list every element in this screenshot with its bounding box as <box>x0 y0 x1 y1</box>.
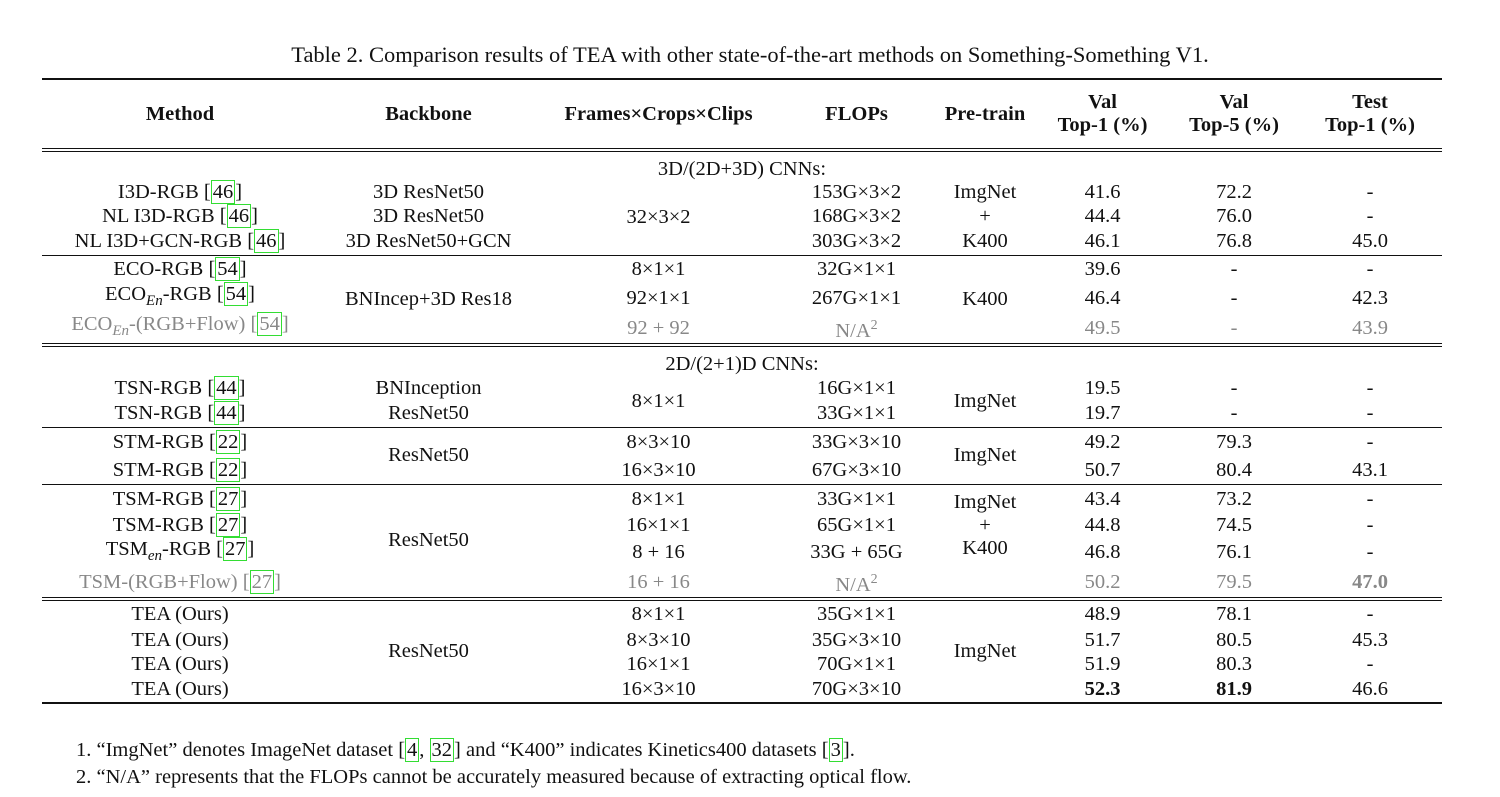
col-val-top1: Val Top-1 (%) <box>1057 91 1148 136</box>
val-top5-cell: - <box>1230 401 1238 424</box>
val-top5-cell: 76.0 <box>1216 205 1252 228</box>
note-1: 1. “ImgNet” denotes ImageNet dataset [4, 32] and “K400” indicates Kinetics400 datasets [3]. <box>76 739 855 761</box>
flops-cell: 33G×3×10 <box>811 430 902 453</box>
method-cell: TEA (Ours) <box>131 652 229 675</box>
test-top1-cell: - <box>1366 514 1374 537</box>
section-header-row <box>42 150 1442 181</box>
val-top5-cell: 79.5 <box>1216 570 1252 593</box>
val-top5-cell: 76.8 <box>1216 230 1252 253</box>
backbone-cell: ResNet50 <box>388 529 469 552</box>
test-top1-cell: 42.3 <box>1352 286 1388 309</box>
val-top1-cell: 50.2 <box>1084 570 1121 593</box>
method-cell: TEA (Ours) <box>131 629 229 652</box>
val-top5-cell: - <box>1230 286 1238 309</box>
table-row <box>42 376 1442 400</box>
val-top1-cell: 49.2 <box>1084 430 1121 453</box>
val-top5-cell: 73.2 <box>1216 487 1252 510</box>
table-row <box>42 514 1442 538</box>
table-row <box>42 484 1442 514</box>
test-top1-cell: - <box>1366 430 1374 453</box>
fcc-cell: 8×3×10 <box>626 430 691 453</box>
method-cell: TSN-RGB [44] <box>114 376 246 399</box>
table-row <box>42 283 1442 313</box>
fcc-cell: 8×1×1 <box>631 487 686 510</box>
method-cell: TSM-RGB [27] <box>112 487 248 510</box>
val-top1-cell: 44.8 <box>1084 514 1121 537</box>
val-top5-cell: 72.2 <box>1216 181 1252 204</box>
method-cell: ECO-RGB [54] <box>113 258 247 281</box>
test-top1-cell: 46.6 <box>1352 677 1388 700</box>
flops-cell: 32G×1×1 <box>817 258 896 281</box>
flops-cell: 33G×1×1 <box>817 401 896 424</box>
test-top1-cell: - <box>1366 205 1374 228</box>
col-flops: FLOPs <box>825 102 888 125</box>
table-row <box>42 313 1442 345</box>
test-top1-cell: - <box>1366 603 1374 626</box>
header-row <box>42 79 1442 150</box>
table-row <box>42 599 1442 629</box>
backbone-cell: ResNet50 <box>388 401 469 424</box>
flops-cell: 35G×1×1 <box>817 603 896 626</box>
method-cell: TEA (Ours) <box>131 677 229 700</box>
method-cell: $ECO_{En}-(RGB+Flow)$ [54] <box>71 313 289 340</box>
fcc-cell: 8×1×1 <box>631 603 686 626</box>
section-3d-label: 3D/(2D+3D) CNNs: <box>657 158 827 180</box>
table-row <box>42 629 1442 653</box>
test-top1-cell: - <box>1366 181 1374 204</box>
val-top5-cell: - <box>1230 376 1238 399</box>
method-cell: TEA (Ours) <box>131 603 229 626</box>
table-row <box>42 427 1442 457</box>
pretrain-cell: ImgNet <box>953 389 1017 412</box>
section-header-row <box>42 345 1442 376</box>
test-top1-cell: - <box>1366 541 1374 564</box>
table-row <box>42 652 1442 676</box>
val-top1-cell: 48.9 <box>1084 603 1121 626</box>
backbone-cell: ResNet50 <box>388 639 469 662</box>
comparison-table <box>42 78 1442 704</box>
flops-cell: 303G×3×2 <box>811 230 902 253</box>
fcc-cell: 16×3×10 <box>621 677 696 700</box>
val-top1-cell: 49.5 <box>1084 316 1121 339</box>
pretrain-cell: K400 <box>962 288 1008 311</box>
method-cell: $TSM_{en}$-RGB [27] <box>105 537 255 564</box>
note-2: 2. “N/A” represents that the FLOPs cannot be accurately measured because of extracting optical flow. <box>76 766 912 788</box>
method-cell: I3D-RGB [46] <box>117 181 243 204</box>
fcc-cell: 92×1×1 <box>626 286 691 309</box>
val-top1-cell: 46.4 <box>1084 286 1121 309</box>
val-top1-cell: 46.8 <box>1084 541 1121 564</box>
method-cell: TSN-RGB [44] <box>114 401 246 424</box>
pretrain-cell: ImgNet <box>953 181 1017 204</box>
pretrain-cell: K400 <box>962 230 1008 253</box>
col-frames-crops-clips: Frames×Crops×Clips <box>564 102 753 125</box>
pretrain-cell: ImgNet <box>953 444 1017 467</box>
val-top1-cell: 43.4 <box>1084 487 1121 510</box>
method-cell: STM-RGB [22] <box>112 430 248 453</box>
table-row <box>42 255 1442 283</box>
flops-cell: 267G×1×1 <box>811 286 902 309</box>
val-top5-cell: 81.9 <box>1216 677 1252 700</box>
method-cell: NL I3D+GCN-RGB [46] <box>74 230 286 253</box>
backbone-cell: 3D ResNet50 <box>372 205 485 228</box>
flops-cell: $N/A^2$ <box>835 317 878 342</box>
table-row <box>42 181 1442 205</box>
col-val-top5: Val Top-5 (%) <box>1189 91 1279 136</box>
val-top1-cell: 50.7 <box>1084 458 1121 481</box>
test-top1-cell: - <box>1366 376 1374 399</box>
val-top1-cell: 39.6 <box>1084 258 1121 281</box>
val-top1-cell: 46.1 <box>1084 230 1121 253</box>
val-top5-cell: 80.5 <box>1216 629 1252 652</box>
test-top1-cell: 47.0 <box>1352 570 1388 593</box>
flops-cell: 33G + 65G <box>810 541 903 564</box>
fcc-cell: 92 + 92 <box>627 316 690 339</box>
test-top1-cell: - <box>1366 652 1374 675</box>
fcc-cell: 8 + 16 <box>632 541 685 564</box>
flops-cell: 16G×1×1 <box>817 376 896 399</box>
flops-cell: 168G×3×2 <box>811 205 902 228</box>
method-cell: NL I3D-RGB [46] <box>102 205 258 228</box>
test-top1-cell: 45.3 <box>1352 629 1388 652</box>
pretrain-cell: ImgNet <box>953 639 1017 662</box>
fcc-cell: 8×1×1 <box>631 258 686 281</box>
val-top1-cell: 41.6 <box>1084 181 1121 204</box>
table-notes <box>76 737 911 791</box>
val-top5-cell: 79.3 <box>1216 430 1252 453</box>
val-top5-cell: - <box>1230 258 1238 281</box>
test-top1-cell: - <box>1366 487 1374 510</box>
val-top1-cell: 19.5 <box>1084 376 1121 399</box>
test-top1-cell: - <box>1366 401 1374 424</box>
val-top5-cell: 80.3 <box>1216 652 1252 675</box>
flops-cell: 153G×3×2 <box>811 181 902 204</box>
col-backbone: Backbone <box>385 102 472 125</box>
fcc-cell: 32×3×2 <box>626 206 691 229</box>
col-test-top1: Test Top-1 (%) <box>1325 91 1415 136</box>
flops-cell: $N/A^2$ <box>835 571 878 596</box>
test-top1-cell: 43.1 <box>1352 458 1388 481</box>
val-top1-cell: 51.9 <box>1084 652 1121 675</box>
test-top1-cell: 43.9 <box>1352 316 1388 339</box>
val-top5-cell: 74.5 <box>1216 514 1252 537</box>
val-top5-cell: 76.1 <box>1216 541 1252 564</box>
backbone-cell: 3D ResNet50 <box>372 181 485 204</box>
table-row <box>42 676 1442 703</box>
flops-cell: 35G×3×10 <box>811 629 902 652</box>
flops-cell: 70G×3×10 <box>811 677 902 700</box>
flops-cell: 65G×1×1 <box>817 514 896 537</box>
section-2d-label: 2D/(2+1)D CNNs: <box>665 353 819 376</box>
flops-cell: 33G×1×1 <box>817 487 896 510</box>
test-top1-cell: 45.0 <box>1352 230 1388 253</box>
val-top1-cell: 51.7 <box>1084 629 1121 652</box>
val-top1-cell: 44.4 <box>1084 205 1121 228</box>
fcc-cell: 8×3×10 <box>626 629 691 652</box>
backbone-cell: ResNet50 <box>388 444 469 467</box>
pretrain-cell: + <box>979 205 991 228</box>
backbone-cell: 3D ResNet50+GCN <box>345 230 512 253</box>
table-row <box>42 538 1442 568</box>
fcc-cell: 16×1×1 <box>626 514 691 537</box>
method-cell: $ECO_{En}$-RGB [54] <box>105 283 255 310</box>
backbone-cell: BNIncep+3D Res18 <box>345 288 512 311</box>
flops-cell: 70G×1×1 <box>817 652 896 675</box>
pretrain-cell: ImgNet + K400 <box>953 490 1017 559</box>
method-cell: TSM-(RGB+Flow) [27] <box>79 570 281 593</box>
method-cell: STM-RGB [22] <box>112 458 248 481</box>
val-top1-cell: 52.3 <box>1084 677 1121 700</box>
flops-cell: 67G×3×10 <box>811 458 902 481</box>
test-top1-cell: - <box>1366 258 1374 281</box>
val-top1-cell: 19.7 <box>1084 401 1121 424</box>
fcc-cell: 8×1×1 <box>631 389 686 412</box>
method-cell: TSM-RGB [27] <box>112 514 248 537</box>
table-row <box>42 457 1442 484</box>
fcc-cell: 16 + 16 <box>627 570 690 593</box>
col-method: Method <box>145 102 215 125</box>
table-caption: Table 2. Comparison results of TEA with other state-of-the-art methods on Something-Something V1. <box>291 42 1209 67</box>
val-top5-cell: 78.1 <box>1216 603 1252 626</box>
val-top5-cell: - <box>1230 316 1238 339</box>
backbone-cell: BNInception <box>375 376 482 399</box>
fcc-cell: 16×3×10 <box>621 458 696 481</box>
val-top5-cell: 80.4 <box>1216 458 1252 481</box>
col-pretrain: Pre-train <box>944 102 1026 125</box>
table-row <box>42 568 1442 599</box>
fcc-cell: 16×1×1 <box>626 652 691 675</box>
